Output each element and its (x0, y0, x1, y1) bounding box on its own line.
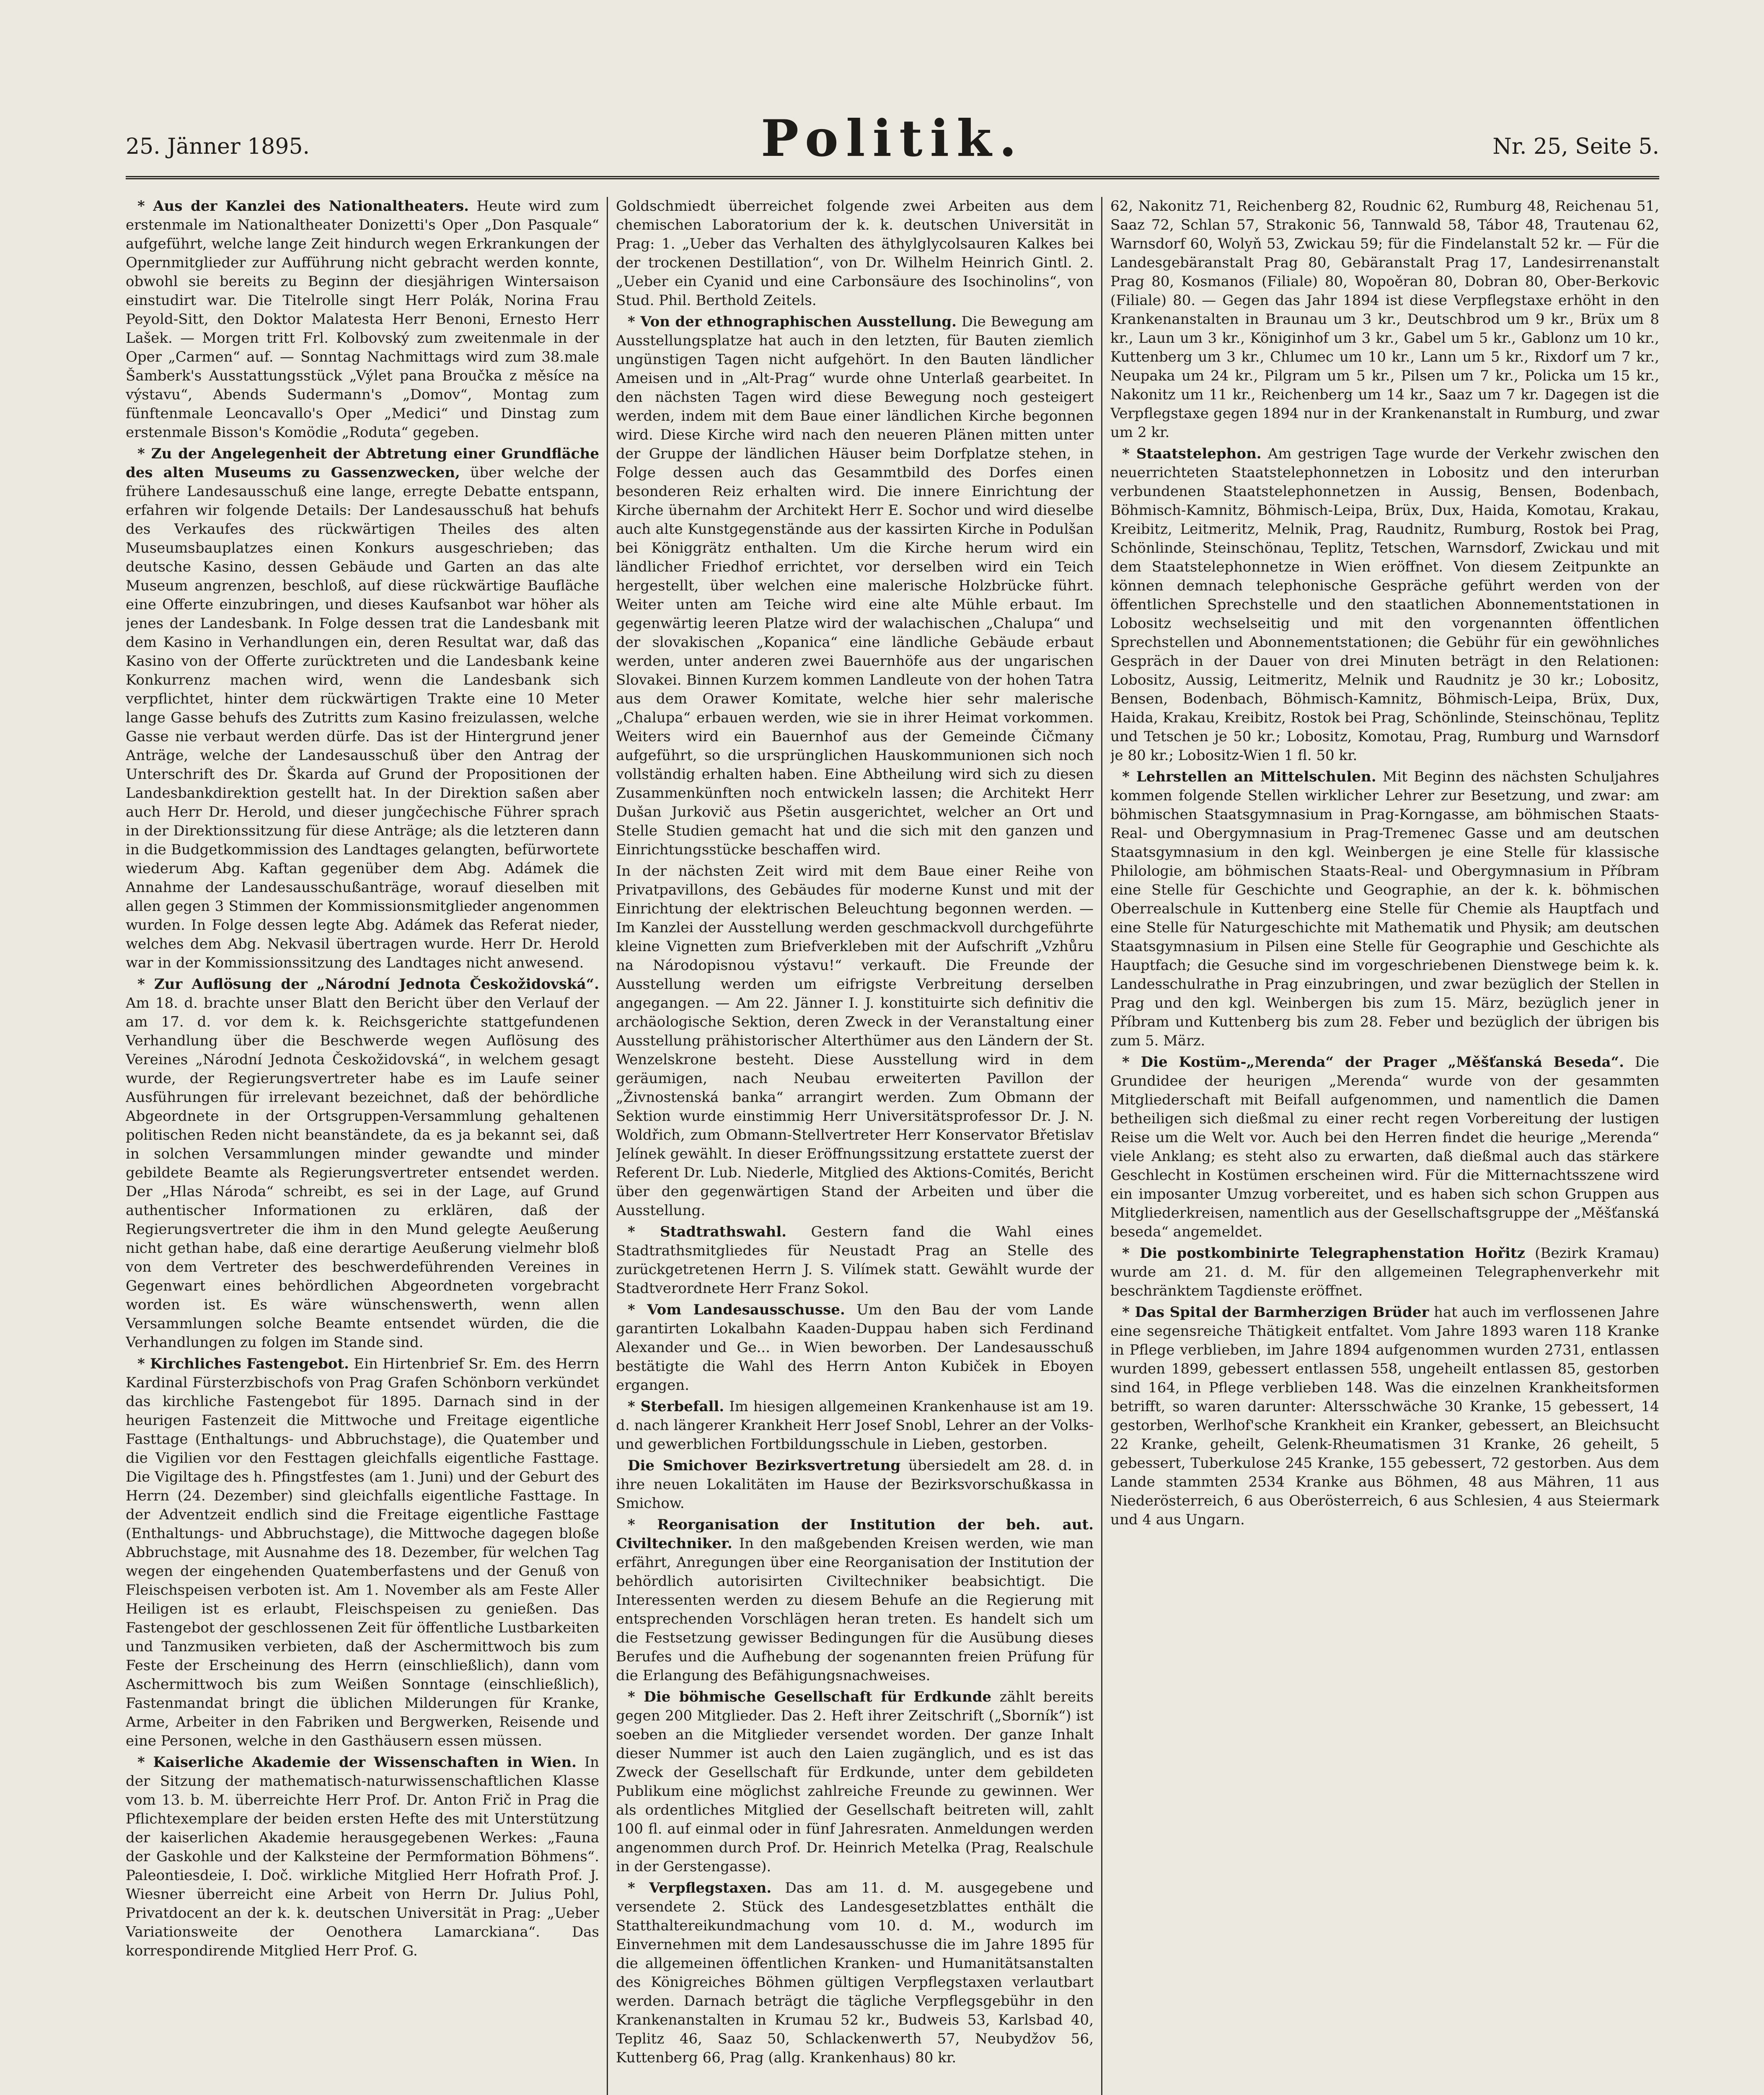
article-heading: * Lehrstellen an Mittelschulen. (1122, 768, 1376, 785)
article-paragraph (616, 1516, 1094, 1685)
article-heading: * Das Spital der Barmherzigen Brüder (1122, 1304, 1429, 1321)
issue-number: Nr. 25, Seite 5. (1492, 134, 1659, 159)
article-text: Die Grundidee der heurigen „Merenda“ wurde von der gesammten Mitgliederschaft mit Beifall aufgenommen, und namentlich die Damen betheiligen sich dießmal zu einer recht regen Vorbereitung der lustigen Reise um die Welt vor. Auch bei den Herren findet die heurige „Merenda“ viele Anklang; es steht also zu erwarten, daß dießmal auch das stärkere Geschlecht in Kostümen erscheinen wird. Für die Mitternachtsszene wird ein imposanter Umzug vorbereitet, und es haben sich schon Gruppen aus Mitgliederkreisen, namentlich aus der Gesellschaftsgruppe der „Měšťanská beseda“ angemeldet. (1110, 1054, 1659, 1240)
article-paragraph (126, 445, 599, 972)
article-text: (Bezirk Kramau) wurde am 21. d. M. für den allgemeinen Telegraphenverkehr mit beschränktem Tagdienste eröffnet. (1110, 1245, 1659, 1299)
article-paragraph (126, 197, 599, 442)
article-paragraph (616, 313, 1094, 859)
article-heading: * Die Kostüm-„Merenda“ der Prager „Měšťanská Beseda“. (1122, 1054, 1624, 1071)
article-heading: * Vom Landesausschusse. (628, 1301, 845, 1318)
article-text: Das am 11. d. M. ausgegebene und versendete 2. Stück des Landesgesetzblattes enthält die Statthaltereikundmachung vom 10. d. M., wodurch im Einvernehmen mit dem Landesausschusse die im Jahre 1895 für die allgemeinen öffentlichen Kranken- und Humanitätsanstalten des Königreiches Böhmen gültigen Verpflegstaxen verlautbart werden. Darnach beträgt die tägliche Verpflegsgebühr in den Krankenanstalten in Krumau 52 kr., Budweis 53, Karlsbad 40, Teplitz 46, Saaz 50, Schlackenwerth 57, Neubydžov 56, Kuttenberg 66, Prag (allg. Krankenhaus) 80 kr. (616, 1880, 1094, 2066)
issue-date: 25. Jänner 1895. (126, 134, 310, 159)
article-text: In den maßgebenden Kreisen werden, wie man erfährt, Anregungen über eine Reorganisation der Institution der behördlich autorisirten Civiltechniker beabsichtigt. Die Interessenten werden zu diesem Behufe an die Regierung mit entsprechenden Vorschlägen heran treten. Es handelt sich um die Festsetzung gewisser Bedingungen für die Ausübung dieses Berufes und die Aufhebung der sogenannten freien Prüfung für die Erlangung des Befähigungsnachweises. (616, 1535, 1094, 1684)
article-text: Gestern fand die Wahl eines Stadtrathsmitgliedes für Neustadt Prag an Stelle des zurückgetretenen Herrn J. S. Vilímek statt. Gewählt wurde der Stadtverordnete Herr Franz Sokol. (616, 1223, 1094, 1297)
article-text: Am 18. d. brachte unser Blatt den Bericht über den Verlauf der am 17. d. vor dem k. k. Reichsgerichte stattgefundenen Verhandlung über die Beschwerde wegen Auflösung des Vereines „Národní Jednota Českožidovská“, in welchem gesagt wurde, der Regierungsvertreter habe es im Laufe seiner Ausführungen für irrelevant bezeichnet, daß der behördliche Abgeordnete in der Ortsgruppen-Versammlung gehaltenen politischen Reden nicht beanständete, da es ja bekannt sei, daß in solchen Versammlungen minder gewandte und minder gebildete Beamte als Regierungsvertreter entsendet werden. Der „Hlas Národa“ schreibt, es sei in der Lage, auf Grund authentischer Informationen zu erklären, daß der Regierungsvertreter die ihm in den Mund gelegte Aeußerung nicht gethan habe, daß eine derartige Aeußerung vielmehr bloß von dem Vertreter des beschwerdeführenden Vereines in Gegenwart eines behördlichen Abgeordneten vorgebracht worden ist. Es wäre wünschenswerth, wenn allen Versammlungen solche Beamte entsendet würden, die die Verhandlungen zu folgen im Stande sind. (126, 995, 599, 1351)
article-paragraph (1110, 1244, 1659, 1301)
article-paragraph (616, 1397, 1094, 1454)
article-paragraph (1110, 1303, 1659, 1529)
article-heading: Die Smichover Bezirksvertretung (628, 1457, 901, 1474)
article-text: Um den Bau der vom Lande garantirten Lokalbahn Kaaden-Duppau haben sich Ferdinand Alexander und Ge... in Wien beworben. Der Landesausschuß bestätigte die Wahl des Herrn Anton Kubiček in Eboyen ergangen. (616, 1301, 1094, 1394)
article-text: über welche der frühere Landesausschuß eine lange, erregte Debatte entspann, erfahren wir folgende Details: Der Landesausschuß hat behufs des Verkaufes des rückwärtigen Theiles des alten Museumsbauplatzes einen Konkurs ausgeschrieben; das deutsche Kasino, dessen Gebäude und Garten an das alte Museum angrenzen, beschloß, auf diese rückwärtige Baufläche eine Offerte einzubringen, und dieses Kaufsanbot war höher als jenes der Landesbank. In Folge dessen trat die Landesbank mit dem Kasino in Verhandlungen ein, deren Resultat war, daß das Kasino von der Offerte zurücktreten und die Landesbank keine Konkurrenz machen wird, wenn die Landesbank sich verpflichtet, hinter dem rückwärtigen Trakte eine 10 Meter lange Gasse behufs des Zutritts zum Kasino freizulassen, welche Gasse nie verbaut werden dürfe. Das ist der Hintergrund jener Anträge, welche der Landesausschuß über den Antrag der Unterschrift des Dr. Škarda auf Grund der Propositionen der Landesbankdirektion gestellt hat. In der Direktion saßen aber auch Herr Dr. Herold, und dieser jungčechische Führer sprach in der Direktionssitzung für diese Anträge; als die letzteren dann in die Budgetkommission des Landtages gelangten, befürwortete wiederum Abg. Kaftan gegenüber dem Abg. Adámek die Annahme der Landesausschußanträge, worauf dieselben mit allen gegen 3 Stimmen der Kommissionsmitglieder angenommen wurden. In Folge dessen legte Abg. Adámek das Referat nieder, welches dem Abg. Nekvasil übertragen wurde. Herr Dr. Herold war in der Kommissionssitzung des Landtages nicht anwesend. (126, 464, 599, 971)
article-heading: * Staatstelephon. (1122, 445, 1262, 462)
article-heading: * Die böhmische Gesellschaft für Erdkunde (628, 1689, 992, 1705)
article-text: Im hiesigen allgemeinen Krankenhause ist am 19. d. nach längerer Krankheit Herr Josef Snobl, Lehrer an der Volks- und gewerblichen Fortbildungsschule in Lieben, gestorben. (616, 1398, 1094, 1453)
article-paragraph (1110, 768, 1659, 1050)
article-heading: * Verpflegstaxen. (628, 1880, 772, 1896)
section-title: Politik. (760, 109, 1024, 168)
article-heading: * Von der ethnographischen Ausstellung. (628, 313, 957, 330)
article-paragraph (1110, 197, 1659, 442)
article-paragraph (616, 1688, 1094, 1876)
article-text: übersiedelt am 28. d. in ihre neuen Lokalitäten im Hause der Bezirksvorschußkassa in Smichow. (616, 1457, 1094, 1512)
article-heading: * Zur Auflösung der „Národní Jednota Českožidovská“. (137, 976, 599, 993)
article-paragraph (616, 1879, 1094, 2067)
article-heading: * Stadtrathswahl. (628, 1223, 787, 1240)
article-paragraph (126, 1355, 599, 1751)
article-paragraph (616, 1301, 1094, 1395)
article-text: In der nächsten Zeit wird mit dem Baue einer Reihe von Privatpavillons, des Gebäudes für moderne Kunst und mit der Einrichtung der elektrischen Beleuchtung begonnen werden. — Im Kanzlei der Ausstellung werden geschmackvoll durchgeführte kleine Vignetten zum Briefverkleben mit der Aufschrift „Vzhůru na Národopisnou výstavu!“ verkauft. Die Freunde der Ausstellung werden um eifrigste Verbreitung derselben angegangen. — Am 22. Jänner I. J. konstituirte sich definitiv die archäologische Sektion, deren Zweck in der Veranstaltung einer Ausstellung prähistorischer Alterthümer aus den Ländern der St. Wenzelskrone besteht. Diese Ausstellung wird in dem geräumigen, nach Neubau erweiterten Pavillon der „Živnostenská banka“ arrangirt werden. Zum Obmann der Sektion wurde einstimmig Herr Universitätsprofessor Dr. J. N. Woldřich, zum Obmann-Stellvertreter Herr Konservator Břetislav Jelínek gewählt. In dieser Eröffnungssitzung erstattete zuerst der Referent Dr. Lub. Niederle, Mitglied des Aktions-Comités, Bericht über den gegenwärtigen Stand der Arbeiten und über die Ausstellung. (616, 863, 1094, 1219)
article-text: In der Sitzung der mathematisch-naturwissenschaftlichen Klasse vom 13. b. M. überreichte Herr Prof. Dr. Anton Frič in Prag die Pflichtexemplare der beiden ersten Hefte des mit Unterstützung der kaiserlichen Akademie herausgegebenen Werkes: „Fauna der Gaskohle und der Kalksteine der Permformation Böhmens“. Paleontiesdeie, I. Doč. wirkliche Mitglied Herr Hofrath Prof. J. Wiesner überreicht eine Arbeit von Herrn Dr. Julius Pohl, Privatdocent an der k. k. deutschen Universität in Prag: „Ueber Variationsweite der Oenothera Lamarckiana“. Das korrespondirende Mitglied Herr Prof. G. (126, 1754, 599, 1959)
article-text: Ein Hirtenbrief Sr. Em. des Herrn Kardinal Fürsterzbischofs von Prag Grafen Schönborn verkündet das kirchliche Fastengebot für 1895. Darnach sind in der heurigen Fastenzeit die Mittwoche und Freitage eigentliche Fasttage (Enthaltungs- und Abbruchstage), die Quatember und die Vigilien vor den Festtagen gleichfalls eigentliche Fasttage. Die Vigiltage des h. Pfingstfestes (am 1. Juni) und der Geburt des Herrn (24. Dezember) sind gleichfalls eigentliche Fasttage. In der Adventzeit endlich sind die Freitage eigentliche Fasttage (Enthaltungs- und Abbruchstage), die Mittwoche dagegen bloße Abbruchstage, mit Ausnahme des 18. Dezember, für welchen Tag wegen der eingehenden Quatemberfastens und der Genuß von Fleischspeisen verboten ist. Am 1. November als am Feste Aller Heiligen ist es erlaubt, Fleischspeisen zu genießen. Das Fastengebot der geschlossenen Zeit für öffentliche Lustbarkeiten und Tanzmusiken verbieten, daß der Aschermittwoch bis zum Feste der Erscheinung des Herrn (einschließlich), dann vom Aschermittwoch bis zum Weißen Sonntage (einschließlich), Fastenmandat bringt die üblichen Milderungen für Kranke, Arme, Arbeiter in den Fabriken und Bergwerken, Reisende und eine Personen, welche in den Gasthäusern essen müssen. (126, 1355, 599, 1749)
article-heading: * Zu der Angelegenheit der Abtretung einer Grundfläche des alten Museums zu Gassenzwecken, (126, 445, 599, 481)
column-1 (126, 197, 599, 2095)
article-paragraph (616, 1223, 1094, 1298)
article-paragraph (126, 975, 599, 1352)
article-paragraph (1110, 1053, 1659, 1241)
article-paragraph (126, 1753, 599, 1961)
article-paragraph (1110, 445, 1659, 765)
column-2 (616, 197, 1094, 2095)
article-text: Heute wird zum erstenmale im Nationaltheater Donizetti's Oper „Don Pasquale“ aufgeführt, welche lange Zeit hindurch wegen Erkrankungen der Opernmitglieder zur Aufführung nicht gebracht werden konnte, obwohl sie bereits zu Beginn der diesjährigen Wintersaison einstudirt war. Die Titelrolle singt Herr Polák, Norina Frau Peyold-Sitt, den Doktor Malatesta Herr Benoni, Ernesto Herr Lašek. — Morgen tritt Frl. Kolbovský zum zweitenmale in der Oper „Carmen“ auf. — Sonntag Nachmittags wird zum 38.male Šamberk's Ausstattungsstück „Výlet pana Broučka z měsíce na výstavu“, Abends Sudermann's „Domov“, Montag zum fünftenmale Leoncavallo's Oper „Medici“ und Dinstag zum erstenmale Bisson's Komödie „Roduta“ gegeben. (126, 198, 599, 441)
article-text: Am gestrigen Tage wurde der Verkehr zwischen den neuerrichteten Staatstelephonnetzen in Lobositz und den interurban verbundenen Staatstelephonnetzen in Aussig, Bensen, Bodenbach, Böhmisch-Kamnitz, Böhmisch-Leipa, Brüx, Dux, Haida, Komotau, Krakau, Kreibitz, Leitmeritz, Melnik, Prag, Raudnitz, Rumburg, Rostok bei Prag, Schönlinde, Steinschönau, Teplitz, Tetschen, Warnsdorf, Zwickau und mit dem Staatstelephonnetze in Wien eröffnet. Von diesem Zeitpunkte an können demnach telephonische Gespräche geführt werden von der öffentlichen Sprechstelle und den staatlichen Abonnementstationen in Lobositz wechselseitig und mit den vorgenannten öffentlichen Sprechstellen und Abonnementstationen; die Gebühr für ein gewöhnliches Gespräch in der Dauer von drei Minuten beträgt in den Relationen: Lobositz, Aussig, Leitmeritz, Melnik und Raudnitz je 30 kr.; Lobositz, Bensen, Bodenbach, Böhmisch-Kamnitz, Böhmisch-Leipa, Brüx, Dux, Haida, Krakau, Kreibitz, Rostok bei Prag, Schönlinde, Steinschönau, Teplitz und Tetschen je 50 kr.; Lobositz, Komotau, Prag, Rumburg und Warnsdorf je 80 kr.; Lobositz-Wien 1 fl. 50 kr. (1110, 445, 1659, 764)
column-divider (607, 197, 608, 2095)
article-text: zählt bereits gegen 200 Mitglieder. Das 2. Heft ihrer Zeitschrift („Sborník“) ist soeben an die Mitglieder versendet worden. Der ganze Inhalt dieser Nummer ist auch den Laien zugänglich, und es ist das Zweck der Gesellschaft für Erdkunde, unter dem gebildeten Publikum eine möglichst zahlreiche Freunde zu gewinnen. Wer als ordentliches Mitglied der Gesellschaft beitreten will, zahlt 100 fl. auf einmal oder in fünf Jahresraten. Anmeldungen werden angenommen durch Prof. Dr. Heinrich Metelka (Prag, Realschule in der Gerstengasse). (616, 1689, 1094, 1875)
article-paragraph (616, 1456, 1094, 1513)
article-heading: * Aus der Kanzlei des Nationaltheaters. (137, 198, 469, 215)
masthead (126, 105, 1659, 179)
article-heading: * Kirchliches Fastengebot. (137, 1355, 349, 1372)
article-heading: * Sterbefall. (628, 1398, 724, 1415)
article-text: 62, Nakonitz 71, Reichenberg 82, Roudnic 62, Rumburg 48, Reichenau 51, Saaz 72, Schlan 57, Strakonic 56, Tannwald 58, Tábor 48, Trautenau 62, Warnsdorf 60, Wolyň 53, Zwickau 59; für die Findelanstalt 52 kr. — Für die Landesgebäranstalt Prag 80, Gebäranstalt Prag 17, Landesirrenanstalt Prag 80, Kosmanos (Filiale) 80, Wopoěran 80, Dobran 80, Ober-Berkovic (Filiale) 80. — Gegen das Jahr 1894 ist diese Verpflegstaxe erhöht in den Krankenanstalten in Braunau um 3 kr., Deutschbrod um 9 kr., Brüx um 8 kr., Laun um 3 kr., Königinhof um 3 kr., Gabel um 5 kr., Gablonz um 10 kr., Kuttenberg um 3 kr., Chlumec um 10 kr., Lann um 5 kr., Rixdorf um 7 kr., Neupaka um 24 kr., Pilgram um 5 kr., Pilsen um 7 kr., Policka um 15 kr., Nakonitz um 11 kr., Reichenberg um 14 kr., Saaz um 7 kr. Dagegen ist die Verpflegstaxe gegen 1894 nur in der Krankenanstalt in Rumburg, und zwar um 2 kr. (1110, 198, 1659, 441)
article-text: Mit Beginn des nächsten Schuljahres kommen folgende Stellen wirklicher Lehrer zur Besetzung, und zwar: am böhmischen Staatsgymnasium in Prag-Korngasse, am böhmischen Staats-Real- und Obergymnasium in Prag-Tremenec Gasse und am deutschen Staatsgymnasium in den kgl. Weinbergen je eine Stelle für klassische Philologie, am böhmischen Staats-Real- und Obergymnasium in Příbram eine Stelle für Geschichte und Geographie, an der k. k. böhmischen Oberrealschule in Kuttenberg eine Stelle für Chemie als Hauptfach und eine Stelle für Naturgeschichte mit Mathematik und Physik; am deutschen Staatsgymnasium in Pilsen eine Stelle für Geographie und Geschichte als Hauptfach; die Gesuche sind im vorgeschriebenen Dienstwege beim k. k. Landesschulrathe in Prag einzubringen, und zwar bezüglich der Stellen in Prag und den kgl. Weinbergen bis zum 15. März, bezüglich jener in Příbram und Kuttenberg bis zum 28. Feber und bezüglich der übrigen bis zum 5. März. (1110, 768, 1659, 1049)
article-heading: * Die postkombinirte Telegraphenstation Hořitz (1122, 1245, 1525, 1262)
article-heading: * Reorganisation der Institution der beh. aut. Civiltechniker. (616, 1516, 1094, 1552)
article-heading: * Kaiserliche Akademie der Wissenschaften in Wien. (137, 1754, 577, 1771)
column-divider (1101, 197, 1102, 2095)
article-text: Goldschmiedt überreichet folgende zwei Arbeiten aus dem chemischen Laboratorium der k. k. deutschen Universität in Prag: 1. „Ueber das Verhalten des äthylglycolsauren Kalkes bei der trockenen Destillation“, von Dr. Wilhelm Heinrich Gintl. 2. „Ueber ein Cyanid und eine Carbonsäure des Isochinolins“, von Stud. Phil. Berthold Zeitels. (616, 198, 1094, 309)
article-text: hat auch im verflossenen Jahre eine segensreiche Thätigkeit entfaltet. Vom Jahre 1893 waren 118 Kranke in Pflege verblieben, im Jahre 1894 aufgenommen wurden 2731, entlassen wurden 1899, gebessert entlassen 558, ungeheilt entlassen 85, gestorben sind 164, in Pflege verblieben 148. Was die einzelnen Krankheitsformen betrifft, so waren darunter: Altersschwäche 30 Kranke, 15 gebessert, 14 gestorben, Werlhof'sche Krankheit ein Kranker, gebessert, an Bleichsucht 22 Kranke, geheilt, Gelenk-Rheumatismen 31 Kranke, 26 geheilt, 5 gebessert, Tuberkulose 245 Kranke, 155 gebessert, 72 gestorben. Aus dem Lande stammten 2534 Kranke aus Böhmen, 48 aus Mähren, 11 aus Niederösterreich, 6 aus Oberösterreich, 6 aus Schlesien, 4 aus Steiermark und 4 aus Ungarn. (1110, 1304, 1659, 1528)
article-text: Die Bewegung am Ausstellungsplatze hat auch in den letzten, für Bauten ziemlich ungünstigen Tagen nicht aufgehört. In den Bauten ländlicher Ameisen und in „Alt-Prag“ wurde ohne Unterlaß gearbeitet. In den nächsten Tagen wird diese Bewegung noch gesteigert werden, indem mit dem Baue einer ländlichen Kirche begonnen wird. Diese Kirche wird nach den neueren Plänen mitten unter der Gruppe der ländlichen Häuser beim Dorfplatze stehen, in Folge dessen auch das Gesammtbild des Dorfes einen besonderen Reiz erhalten wird. Die innere Einrichtung der Kirche übernahm der Architekt Herr E. Sochor und wird dieselbe auch alte Kunstgegenstände aus der kassirten Kirche in Podulšan bei Königgrätz enthalten. Um die Kirche herum wird ein ländlicher Friedhof errichtet, vor derselben wird ein Teich hergestellt, über welchen eine malerische Holzbrücke führt. Weiter unten am Teiche wird eine alte Mühle erbaut. Im gegenwärtig leeren Platze wird der walachischen „Chalupa“ und der slovakischen „Kopanica“ eine ländliche Gebäude erbaut werden, unter anderen zwei Bauernhöfe aus der ungarischen Slovakei. Binnen Kurzem kommen Landleute von der hohen Tatra aus dem Orawer Komitate, welche hier sehr malerische „Chalupa“ erbauen werden, wie sie in ihrer Heimat vorkommen. Weiters wird ein Bauernhof aus der Gemeinde Čičmany aufgeführt, so die ursprünglichen Hauskommunionen sich noch vollständig erhalten haben. Eine Abtheilung wird sich zu diesen Zusammenkünften noch entwickeln lassen; die Architekt Herr Dušan Jurkovič aus Pšetin ausgerichtet, welcher an Ort und Stelle Studien gemacht hat und die sich mit den ganzen und Einrichtungsstücke beschaffen wird. (616, 313, 1094, 858)
column-3 (1110, 197, 1659, 2095)
article-paragraph (616, 197, 1094, 310)
article-paragraph (616, 862, 1094, 1220)
